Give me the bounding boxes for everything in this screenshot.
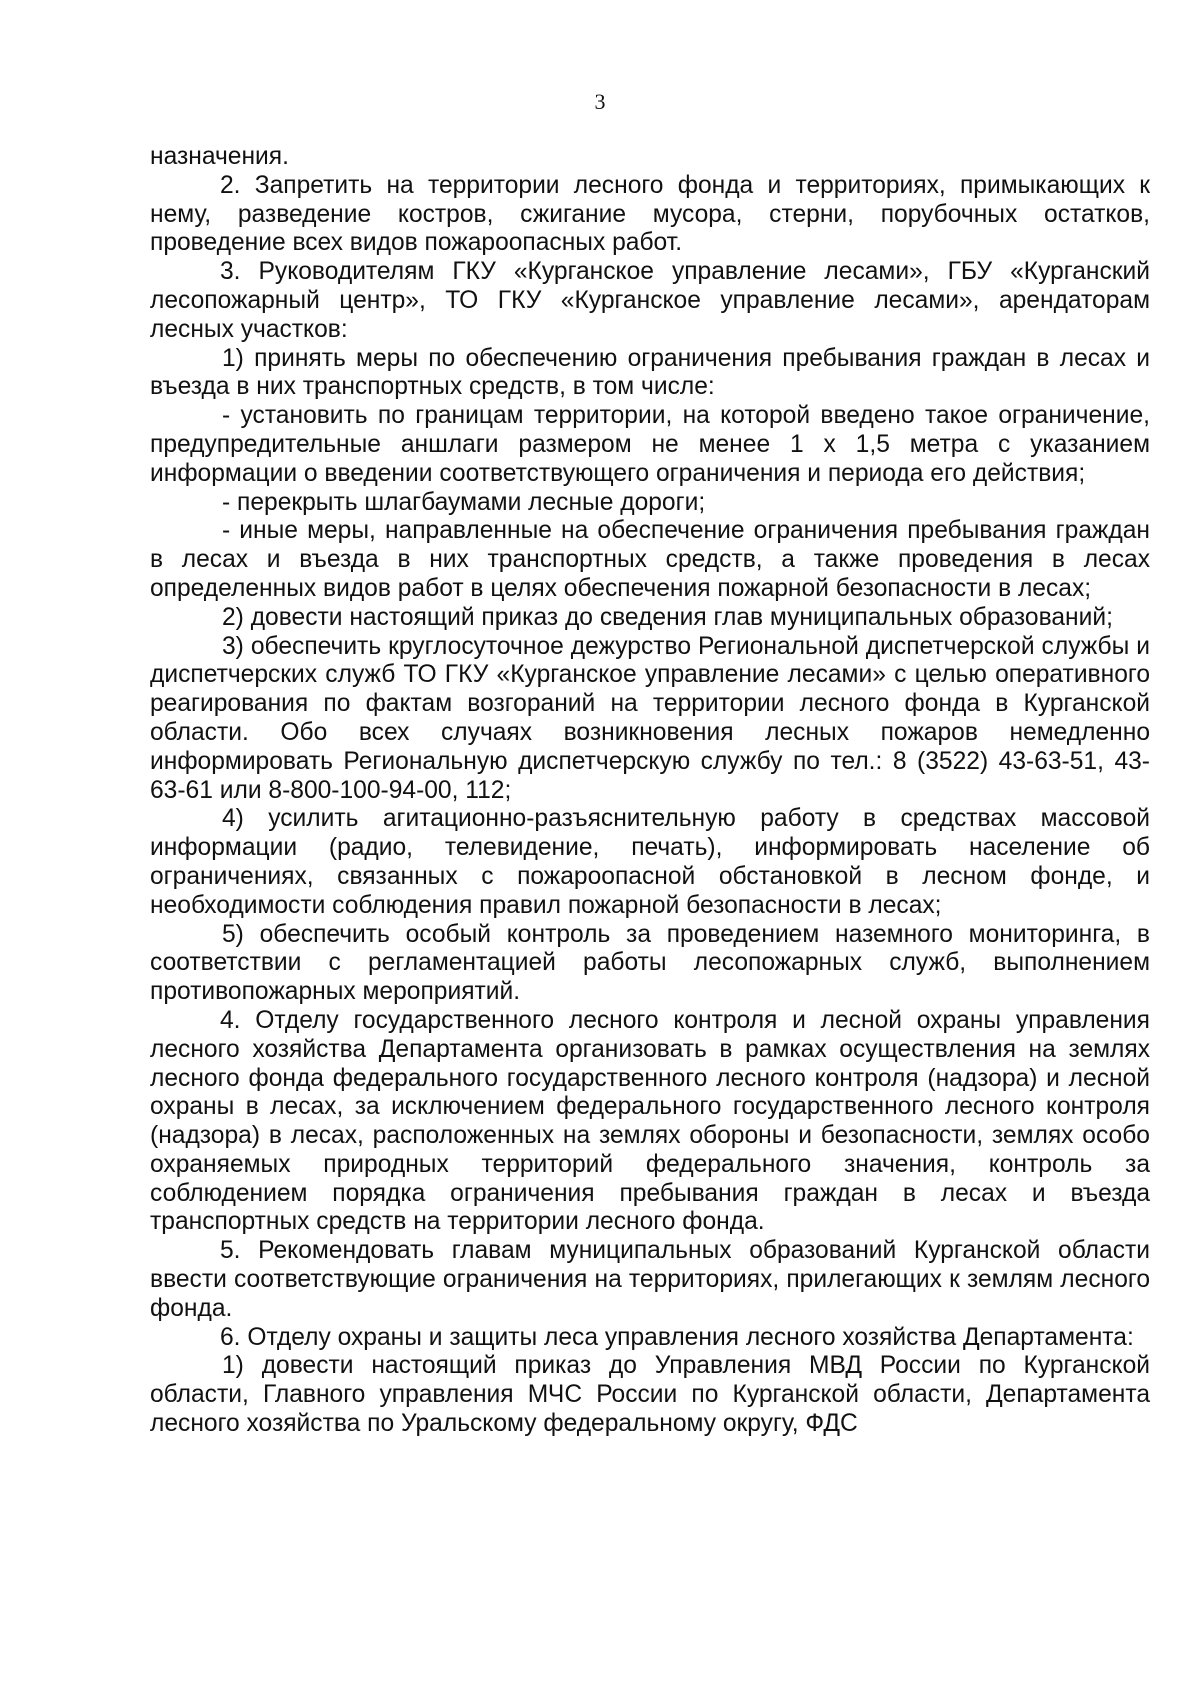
paragraph: - перекрыть шлагбаумами лесные дороги; (222, 488, 706, 516)
paragraph: назначения. (150, 143, 289, 170)
paragraph: 6. Отделу охраны и защиты леса управления лесного хозяйства Департамента: (220, 1323, 1134, 1351)
paragraph: 3) обеспечить круглосуточное дежурство Региональной диспетчерской службы и диспетчерских служб ТО ГКУ «Курганское управление лесами» с целью оперативного реагирования по фактам возгораний на территории лесного фонда в Курганской области. Обо всех случаях возникновения лесных пожаров немедленно информировать Региональную диспетчерскую службу по тел.: 8 (3522) 43-63-51, 43-63-61 или 8-800-100-94-00, 112; (150, 632, 1150, 804)
paragraph: 2. Запретить на территории лесного фонда и территориях, примыкающих к нему, разведение костров, сжигание мусора, стерни, порубочных остатков, проведение всех видов пожароопасных работ. (150, 171, 1150, 257)
paragraph: 4. Отделу государственного лесного контроля и лесной охраны управления лесного хозяйства Департамента организовать в рамках осуществления на землях лесного фонда федерального государственного лесного контроля (надзора) и лесной охраны в лесах, за исключением федерального государственного лесного контроля (надзора) в лесах, расположенных на землях обороны и безопасности, землях особо охраняемых природных территорий федерального значения, контроль за соблюдением порядка ограничения пребывания граждан в лесах и въезда транспортных средств на территории лесного фонда. (150, 1006, 1150, 1236)
paragraph: 1) принять меры по обеспечению ограничения пребывания граждан в лесах и въезда в них транспортных средств, в том числе: (150, 344, 1150, 401)
paragraph: 2) довести настоящий приказ до сведения глав муниципальных образований; (222, 603, 1113, 631)
paragraph: 1) довести настоящий приказ до Управления МВД России по Курганской области, Главного управления МЧС России по Курганской области, Департамента лесного хозяйства по Уральскому федеральному округу, ФДС (150, 1352, 1150, 1438)
document-body (150, 143, 1150, 1439)
page-number: 3 (594, 89, 606, 114)
paragraph: 4) усилить агитационно-разъяснительную работу в средствах массовой информации (радио, телевидение, печать), информировать население об ограничениях, связанных с пожароопасной обстановкой в лесном фонде, и необходимости соблюдения правил пожарной безопасности в лесах; (150, 805, 1150, 919)
paragraph: - установить по границам территории, на которой введено такое ограничение, предупредительные аншлаги размером не менее 1 х 1,5 метра с указанием информации о введении соответствующего ограничения и периода его действия; (150, 402, 1150, 487)
paragraph: 5) обеспечить особый контроль за проведением наземного мониторинга, в соответствии с регламентацией работы лесопожарных служб, выполнением противопожарных мероприятий. (150, 920, 1150, 1006)
paragraph: 5. Рекомендовать главам муниципальных образований Курганской области ввести соответствующие ограничения на территориях, прилегающих к землям лесного фонда. (150, 1237, 1150, 1322)
paragraph: - иные меры, направленные на обеспечение ограничения пребывания граждан в лесах и въезда в них транспортных средств, а также проведения в лесах определенных видов работ в целях обеспечения пожарной безопасности в лесах; (150, 517, 1150, 602)
paragraph: 3. Руководителям ГКУ «Курганское управление лесами», ГБУ «Курганский лесопожарный центр», ТО ГКУ «Курганское управление лесами», арендаторам лесных участков: (150, 258, 1150, 343)
